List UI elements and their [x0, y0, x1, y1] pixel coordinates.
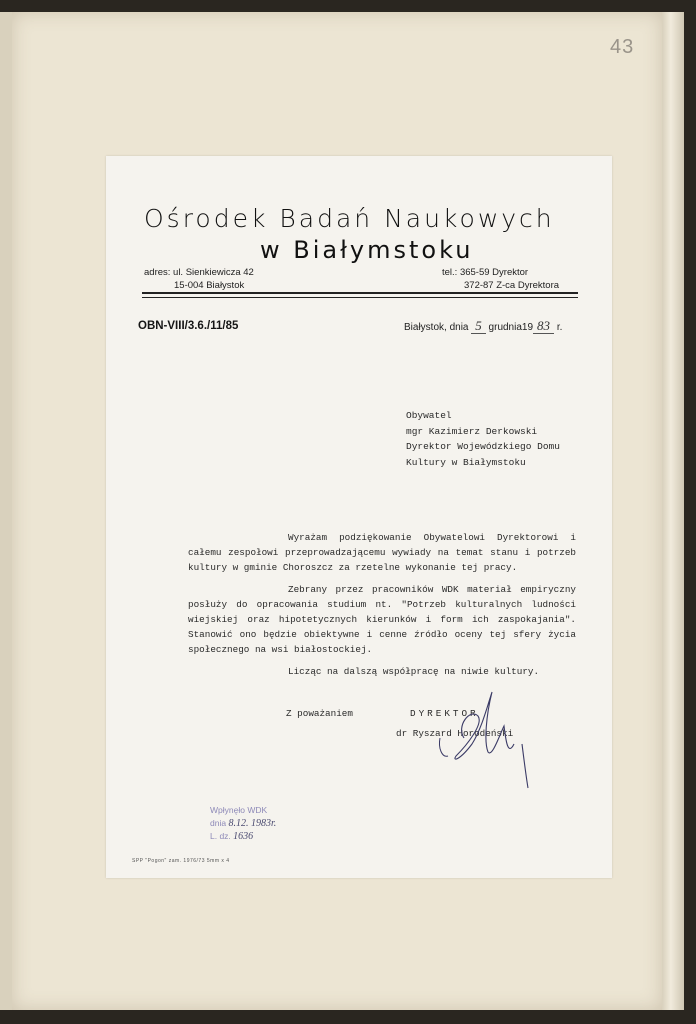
body-paragraph: Wyrażam podziękowanie Obywatelowi Dyrektorowi i całemu zespołowi przeprowadzającemu wywiady na temat stanu i potrzeb kultury w gminie Choroszcz za rzetelne wykonanie tej pracy.: [188, 532, 576, 574]
recipient-line: Dyrektor Wojewódzkiego Domu: [406, 441, 560, 452]
date-prefix: Białystok, dnia: [404, 322, 469, 333]
stamp-date-value: 8.12. 1983r.: [228, 818, 277, 829]
phone-line-1: tel.: 365-59 Dyrektor: [442, 267, 529, 278]
date-year-suffix: 83: [533, 318, 554, 334]
letter-body: [188, 530, 576, 664]
left-page-edge: [0, 12, 12, 1010]
registration-stamp: [210, 804, 276, 843]
body-paragraph: Zebrany przez pracowników WDK materiał empiryczny posłuży do opracowania studium nt. "Potrzeb kulturalnych ludności wiejskiej oraz hipotetycznych kierunków i form ich zaspokajania". Stanowić ono będzie obiektywne i cenne źródło oceny tej sfery życia społecznego na wsi białostockiej.: [188, 583, 576, 656]
reference-number: OBN-VIII/3.6./11/85: [138, 320, 239, 332]
institution-city: w Białymstoku: [260, 236, 474, 264]
date-suffix: r.: [556, 322, 563, 333]
phone-line-2: 372-87 Z-ca Dyrektora: [464, 280, 560, 291]
stamp-number-label: L. dz.: [210, 831, 231, 841]
printer-mark: SPP "Pogon" zam. 1976/73 5mm x 4: [132, 858, 230, 864]
letterhead-rule-thin: [142, 297, 578, 298]
letter-sheet: [106, 156, 612, 878]
stamp-number-row: [210, 830, 276, 843]
regards: Z poważaniem: [286, 708, 353, 719]
address-line-1: adres: ul. Sienkiewicza 42: [144, 267, 254, 278]
institution-name: Ośrodek Badań Naukowych: [144, 204, 555, 233]
signer-title: DYREKTOR: [410, 708, 479, 719]
place-date: [404, 318, 562, 334]
recipient-line: Obywatel: [406, 410, 452, 421]
date-day: 5: [471, 318, 486, 334]
recipient-block: [406, 408, 560, 470]
stamp-title: Wpłynęło WDK: [210, 805, 268, 815]
date-month: grudnia: [488, 322, 522, 333]
recipient-line: mgr Kazimierz Derkowski: [406, 425, 538, 437]
address-line-2: 15-004 Białystok: [174, 280, 245, 291]
date-year-prefix: 19: [521, 322, 534, 333]
recipient-line: Kultury w Białymstoku: [406, 456, 526, 468]
right-page-stack: [662, 12, 684, 1010]
stamp-date-label: dnia: [210, 818, 227, 828]
address-block: [144, 266, 254, 292]
signer-name: dr Ryszard Horodeński: [396, 728, 514, 739]
stamp-number-value: 1636: [233, 831, 254, 842]
letterhead-rule-thick: [142, 292, 578, 294]
folio-number: 43: [610, 36, 635, 58]
phone-block: [442, 266, 559, 292]
closing-line: Licząc na dalszą współpracę na niwie kultury.: [288, 666, 540, 677]
stamp-date-row: [210, 817, 276, 830]
handwritten-signature: [426, 686, 536, 790]
